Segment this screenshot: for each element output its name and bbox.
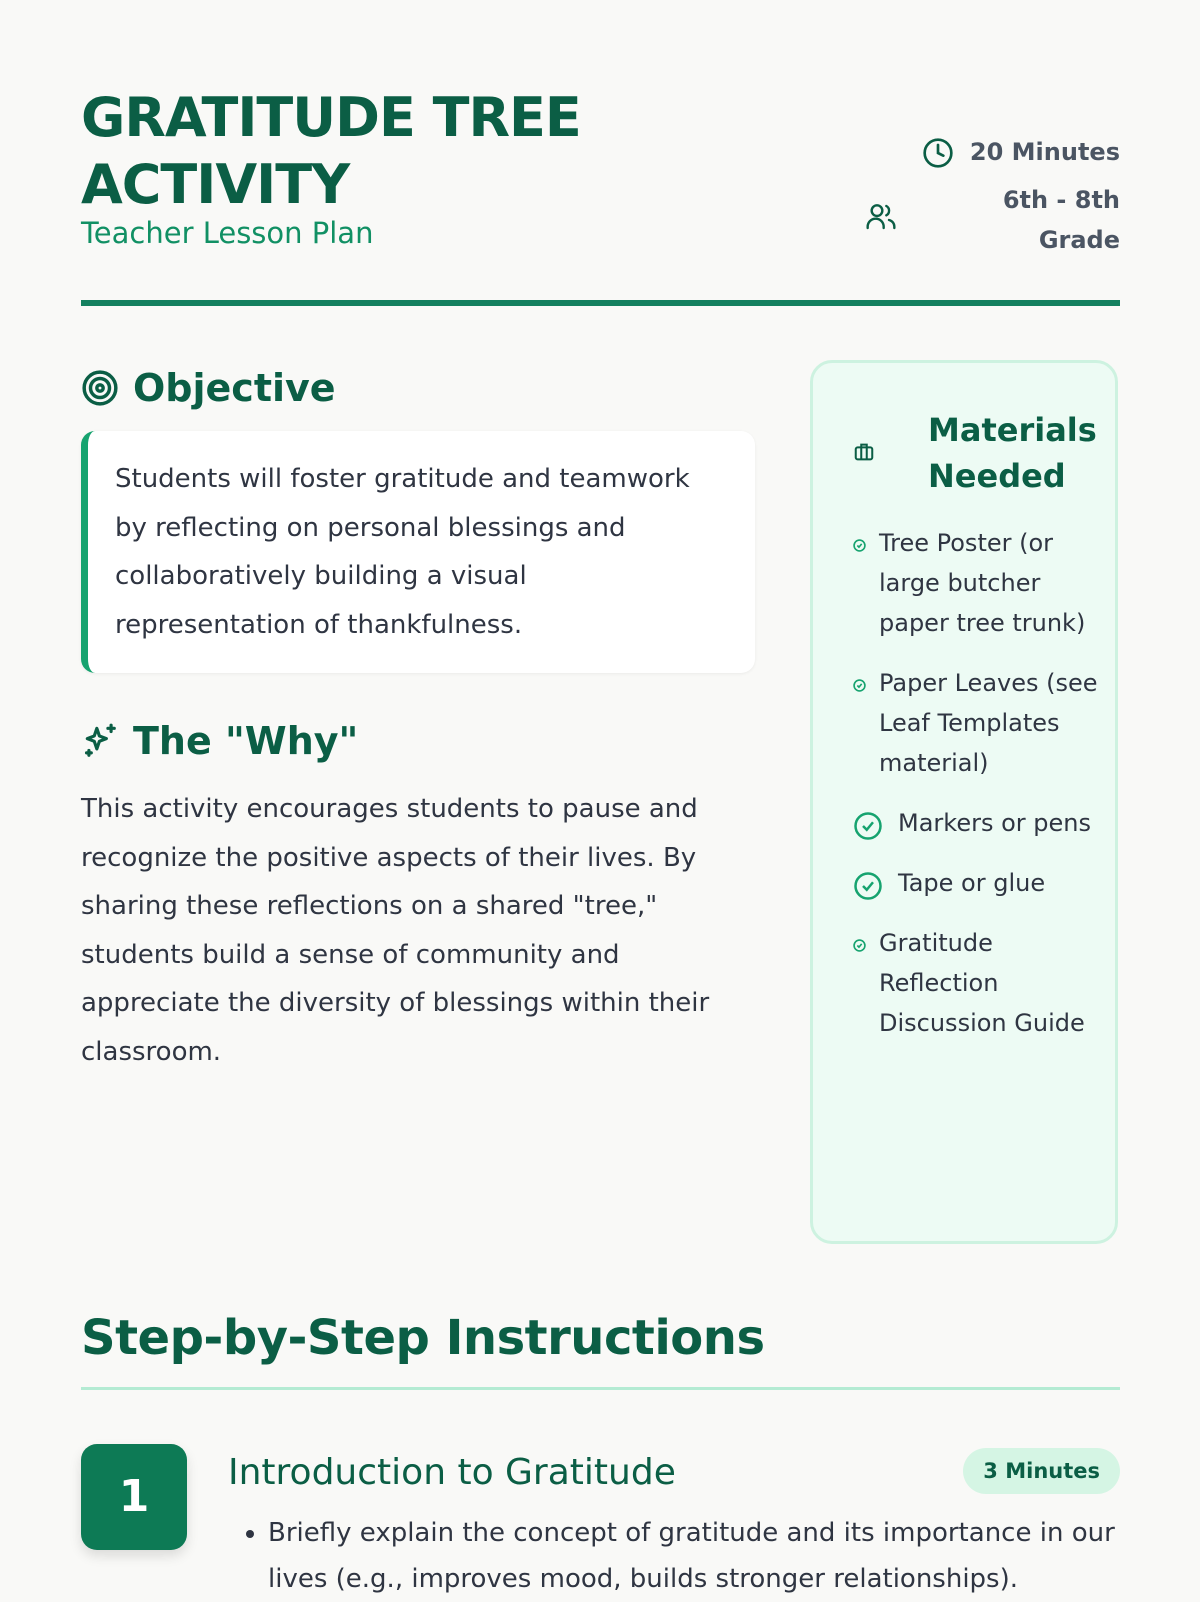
duration-row <box>970 134 1120 170</box>
why-heading <box>81 711 755 771</box>
material-label: Markers or pens <box>898 809 1091 837</box>
list-item <box>853 523 1103 643</box>
briefcase-icon <box>853 441 875 463</box>
check-circle-icon <box>853 811 883 841</box>
step-title: Introduction to Gratitude <box>228 1452 676 1493</box>
objective-box: Students will foster gratitude and teamwork by reflecting on personal blessings and collaboratively building a visual representation of thankfulness. <box>81 431 755 673</box>
grade-text: 6th - 8th Grade <box>1002 186 1120 254</box>
steps-divider <box>81 1387 1120 1390</box>
header-divider <box>81 300 1120 306</box>
why-heading-text: The "Why" <box>133 719 359 763</box>
why-paragraph: This activity encourages students to pause and recognize the positive aspects of their lives. By sharing these reflections on a shared "tree," students build a sense of community and appreciate the diversity of blessings within their classroom. <box>81 794 710 1067</box>
sparkles-icon <box>81 722 119 760</box>
objective-heading <box>81 360 755 416</box>
material-label: Tree Poster (or large butcher paper tree trunk) <box>879 529 1086 637</box>
page-subtitle: Teacher Lesson Plan <box>81 216 374 250</box>
small-check-icon <box>853 679 866 692</box>
small-check-icon <box>853 939 866 952</box>
materials-heading-text: Materials Needed <box>928 411 1097 495</box>
list-item <box>853 663 1103 783</box>
main-column <box>81 360 755 1076</box>
materials-card <box>810 360 1118 1244</box>
objective-heading-text: Objective <box>133 366 336 410</box>
check-circle-icon <box>853 871 883 901</box>
lesson-plan-page <box>81 0 1120 1594</box>
small-check-icon <box>853 539 866 552</box>
users-icon <box>865 200 897 232</box>
clock-icon <box>922 137 954 169</box>
step-bullet: • Briefly explain the concept of gratitude and its importance in our lives (e.g., improves mood, builds stronger relationships). <box>268 1510 1148 1602</box>
list-item <box>853 803 1103 843</box>
target-icon <box>81 369 119 407</box>
header <box>81 0 1120 308</box>
list-item <box>853 923 1103 1043</box>
list-item <box>853 863 1103 903</box>
step-duration-badge: 3 Minutes <box>963 1448 1120 1494</box>
material-label: Gratitude Reflection Discussion Guide <box>879 929 1085 1037</box>
step-bullets <box>228 1510 1148 1602</box>
page-title: GRATITUDE TREE ACTIVITY <box>81 86 581 216</box>
duration-text: 20 Minutes <box>969 138 1120 166</box>
material-label: Paper Leaves (see Leaf Templates material) <box>879 669 1098 777</box>
steps-heading: Step-by-Step Instructions <box>81 1310 765 1366</box>
material-label: Tape or glue <box>898 869 1046 897</box>
step-number-badge: 1 <box>81 1444 187 1550</box>
lesson-meta <box>970 134 1120 260</box>
grade-row <box>995 180 1120 260</box>
materials-list <box>853 523 1103 1063</box>
